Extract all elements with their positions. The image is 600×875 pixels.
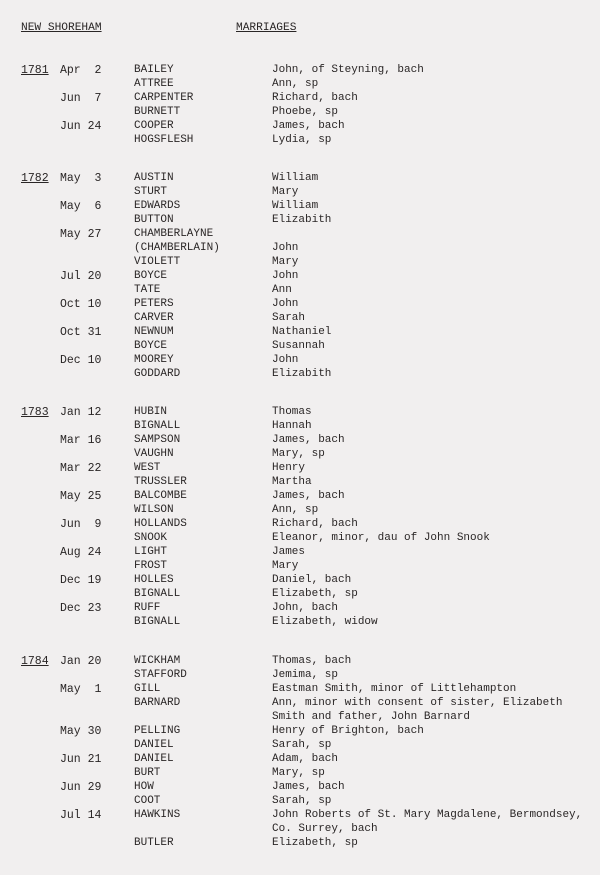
entry-surname: NEWNUM	[134, 326, 174, 338]
entry-surname: HOGSFLESH	[134, 134, 194, 146]
entry-given-name: Ann, minor with consent of sister, Elizabeth	[272, 697, 563, 709]
entry-given-name: Hannah	[272, 420, 312, 432]
entry-surname: STAFFORD	[134, 669, 187, 681]
entry-surname: BIGNALL	[134, 616, 181, 628]
entry-given-name: Elizabeth, sp	[272, 588, 358, 600]
entry-surname: CARPENTER	[134, 92, 194, 104]
entry-given-name: Smith and father, John Barnard	[272, 711, 471, 723]
entry-given-name: William	[272, 200, 319, 212]
entry-surname: WILSON	[134, 504, 174, 516]
entry-surname: GILL	[134, 683, 161, 695]
entry-surname: HOLLES	[134, 574, 174, 586]
entry-given-name: William	[272, 172, 319, 184]
entry-surname: BURT	[134, 767, 161, 779]
entry-surname: TRUSSLER	[134, 476, 187, 488]
entry-given-name: Ann, sp	[272, 504, 319, 516]
entry-given-name: Elizabith	[272, 214, 332, 226]
entry-surname: (CHAMBERLAIN)	[134, 242, 220, 254]
entry-date: Oct 10	[60, 298, 102, 311]
entry-given-name: Martha	[272, 476, 312, 488]
entry-date: Aug 24	[60, 546, 102, 559]
entry-date: Jul 14	[60, 809, 102, 822]
entry-surname: PELLING	[134, 725, 181, 737]
entry-date: May 6	[60, 200, 102, 213]
entry-surname: BAILEY	[134, 64, 174, 76]
entry-surname: SAMPSON	[134, 434, 181, 446]
entry-given-name: Adam, bach	[272, 753, 339, 765]
entry-given-name: James, bach	[272, 120, 345, 132]
entry-date: Jan 20	[60, 655, 102, 668]
entry-date: Jun 24	[60, 120, 102, 133]
entry-given-name: Ann, sp	[272, 78, 319, 90]
entry-surname: HAWKINS	[134, 809, 181, 821]
entry-year: 1781	[21, 64, 49, 77]
entry-surname: HOLLANDS	[134, 518, 187, 530]
entry-given-name: Henry	[272, 462, 306, 474]
entry-date: Apr 2	[60, 64, 102, 77]
entry-surname: COOPER	[134, 120, 174, 132]
entry-given-name: James, bach	[272, 434, 345, 446]
entry-given-name: Co. Surrey, bach	[272, 823, 378, 835]
entry-given-name: Thomas	[272, 406, 312, 418]
entry-given-name: Jemima, sp	[272, 669, 339, 681]
entry-surname: BUTTON	[134, 214, 174, 226]
entry-given-name: Susannah	[272, 340, 325, 352]
entry-year: 1784	[21, 655, 49, 668]
parish-heading: NEW SHOREHAM	[21, 22, 102, 34]
entry-surname: ATTREE	[134, 78, 174, 90]
entry-year: 1783	[21, 406, 49, 419]
entry-date: May 25	[60, 490, 102, 503]
entry-given-name: John	[272, 354, 299, 366]
entry-surname: SNOOK	[134, 532, 168, 544]
entry-given-name: Elizabith	[272, 368, 332, 380]
entry-given-name: Sarah, sp	[272, 739, 332, 751]
entry-given-name: Ann	[272, 284, 292, 296]
entry-date: May 27	[60, 228, 102, 241]
entry-date: Jan 12	[60, 406, 102, 419]
entry-surname: GODDARD	[134, 368, 181, 380]
entry-given-name: Henry of Brighton, bach	[272, 725, 424, 737]
entry-given-name: James, bach	[272, 781, 345, 793]
entry-given-name: Thomas, bach	[272, 655, 352, 667]
entry-date: Jun 21	[60, 753, 102, 766]
entry-date: Dec 23	[60, 602, 102, 615]
entry-given-name: Lydia, sp	[272, 134, 332, 146]
entry-surname: BOYCE	[134, 270, 168, 282]
entry-given-name: John	[272, 242, 299, 254]
entry-surname: VIOLETT	[134, 256, 181, 268]
entry-surname: LIGHT	[134, 546, 168, 558]
entry-surname: BARNARD	[134, 697, 181, 709]
entry-surname: HOW	[134, 781, 154, 793]
entry-surname: RUFF	[134, 602, 161, 614]
entry-surname: DANIEL	[134, 753, 174, 765]
entry-surname: BALCOMBE	[134, 490, 187, 502]
entry-given-name: Mary	[272, 256, 299, 268]
entry-given-name: John, of Steyning, bach	[272, 64, 424, 76]
entry-given-name: John	[272, 270, 299, 282]
entry-surname: BIGNALL	[134, 588, 181, 600]
entry-surname: AUSTIN	[134, 172, 174, 184]
entry-given-name: Mary	[272, 186, 299, 198]
entry-surname: HUBIN	[134, 406, 168, 418]
entry-surname: EDWARDS	[134, 200, 181, 212]
entry-given-name: John, bach	[272, 602, 339, 614]
entry-date: Mar 22	[60, 462, 102, 475]
entry-given-name: Daniel, bach	[272, 574, 352, 586]
entry-date: Dec 19	[60, 574, 102, 587]
entry-date: Dec 10	[60, 354, 102, 367]
entry-surname: BUTLER	[134, 837, 174, 849]
entry-given-name: Richard, bach	[272, 92, 358, 104]
entry-given-name: Sarah, sp	[272, 795, 332, 807]
entry-surname: WICKHAM	[134, 655, 181, 667]
entry-given-name: Mary	[272, 560, 299, 572]
entry-surname: BURNETT	[134, 106, 181, 118]
entry-surname: BIGNALL	[134, 420, 181, 432]
entry-given-name: James	[272, 546, 306, 558]
entry-given-name: Mary, sp	[272, 448, 325, 460]
register-heading: MARRIAGES	[236, 22, 297, 34]
entry-surname: FROST	[134, 560, 168, 572]
entry-given-name: Phoebe, sp	[272, 106, 339, 118]
entry-surname: MOOREY	[134, 354, 174, 366]
entry-given-name: Elizabeth, widow	[272, 616, 378, 628]
entry-date: Jul 20	[60, 270, 102, 283]
entry-surname: STURT	[134, 186, 168, 198]
entry-given-name: Sarah	[272, 312, 306, 324]
entry-surname: PETERS	[134, 298, 174, 310]
entry-given-name: John Roberts of St. Mary Magdalene, Bermondsey,	[272, 809, 583, 821]
entry-date: Jun 7	[60, 92, 102, 105]
entry-surname: CHAMBERLAYNE	[134, 228, 214, 240]
entry-given-name: Mary, sp	[272, 767, 325, 779]
entry-given-name: Nathaniel	[272, 326, 332, 338]
entry-date: Mar 16	[60, 434, 102, 447]
entry-surname: WEST	[134, 462, 161, 474]
entry-surname: BOYCE	[134, 340, 168, 352]
entry-date: Jun 9	[60, 518, 102, 531]
entry-given-name: Eastman Smith, minor of Littlehampton	[272, 683, 517, 695]
entry-date: May 3	[60, 172, 102, 185]
entry-date: May 30	[60, 725, 102, 738]
entry-surname: VAUGHN	[134, 448, 174, 460]
entry-date: May 1	[60, 683, 102, 696]
entry-date: Oct 31	[60, 326, 102, 339]
entry-surname: CARVER	[134, 312, 174, 324]
entry-given-name: Eleanor, minor, dau of John Snook	[272, 532, 490, 544]
entry-surname: COOT	[134, 795, 161, 807]
entry-year: 1782	[21, 172, 49, 185]
entry-given-name: Elizabeth, sp	[272, 837, 358, 849]
entry-surname: DANIEL	[134, 739, 174, 751]
entry-given-name: James, bach	[272, 490, 345, 502]
entry-date: Jun 29	[60, 781, 102, 794]
entry-given-name: John	[272, 298, 299, 310]
entry-given-name: Richard, bach	[272, 518, 358, 530]
entry-surname: TATE	[134, 284, 161, 296]
